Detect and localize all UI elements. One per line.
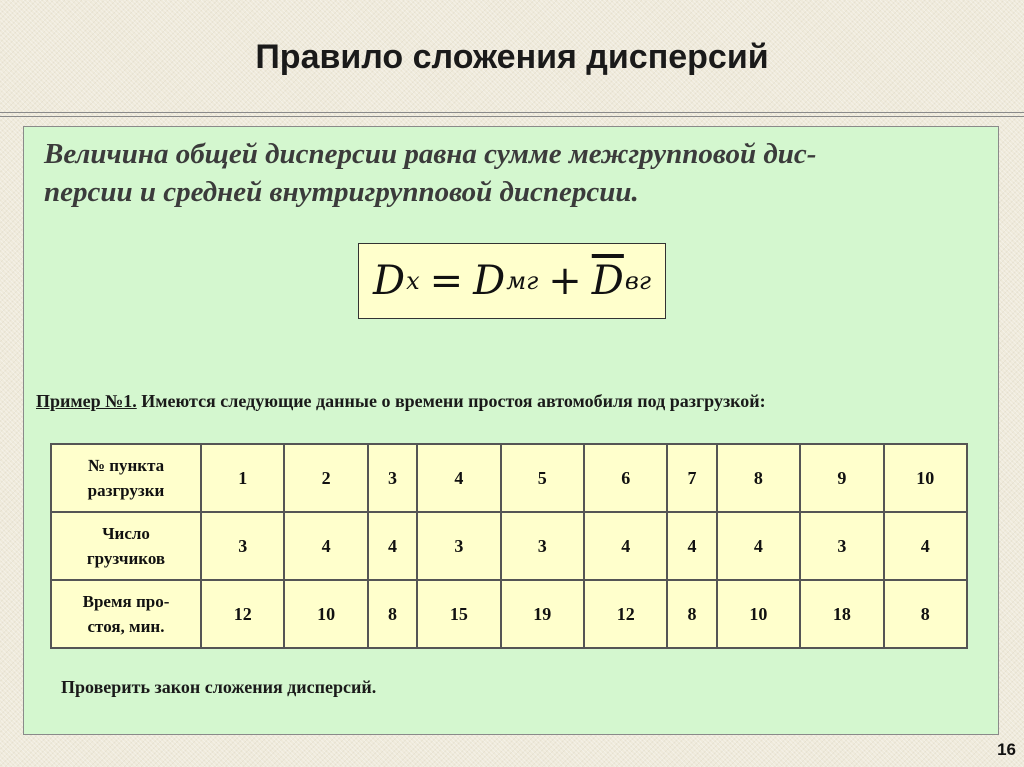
table-cell: 4: [884, 512, 967, 580]
table-cell: 12: [201, 580, 284, 648]
example-caption: [36, 391, 766, 412]
table-row: [51, 580, 967, 648]
row-header-line: № пункта: [87, 456, 165, 475]
row-header-line: разгрузки: [87, 481, 165, 500]
row-header: [51, 444, 201, 512]
formula-total-subscript: x: [406, 267, 420, 295]
definition-statement: [44, 135, 974, 211]
table-cell: 15: [417, 580, 500, 648]
table-cell: 19: [501, 580, 584, 648]
table-cell: 3: [417, 512, 500, 580]
table-cell: 4: [717, 512, 800, 580]
table-cell: 7: [667, 444, 716, 512]
statement-line-1: Величина общей дисперсии равна сумме межгрупповой дис-: [44, 138, 817, 170]
page-number: 16: [997, 740, 1016, 759]
example-text: Имеются следующие данные о времени простоя автомобиля под разгрузкой:: [136, 391, 766, 411]
table-cell: 3: [368, 444, 417, 512]
slide-title: Правило сложения дисперсий: [255, 38, 769, 76]
table-cell: 12: [584, 580, 667, 648]
row-header-line: Время про-: [82, 592, 170, 611]
row-header-line: Число: [102, 524, 150, 543]
title-divider-secondary: [0, 116, 1024, 117]
table-cell: 6: [584, 444, 667, 512]
table-cell: 3: [800, 512, 883, 580]
variance-formula: [358, 243, 666, 319]
table-cell: 8: [884, 580, 967, 648]
formula-plus: +: [548, 258, 582, 304]
row-header: [51, 580, 201, 648]
table-row: [51, 512, 967, 580]
task-text: Проверить закон сложения дисперсий.: [61, 677, 377, 697]
downtime-table: [50, 443, 968, 649]
table-cell: 5: [501, 444, 584, 512]
table-cell: 4: [284, 512, 367, 580]
table-cell: 4: [584, 512, 667, 580]
table-cell: 8: [368, 580, 417, 648]
table-cell: 8: [717, 444, 800, 512]
content-panel: [23, 126, 999, 735]
table-cell: 4: [417, 444, 500, 512]
formula-between-symbol: D: [473, 258, 506, 304]
example-label: Пример №1.: [36, 391, 137, 411]
table-cell: 10: [717, 580, 800, 648]
formula-equals: =: [429, 258, 464, 304]
table-cell: 3: [201, 512, 284, 580]
table-cell: 10: [884, 444, 967, 512]
table-cell: 8: [667, 580, 716, 648]
statement-line-2: персии и средней внутригрупповой дисперсии.: [44, 176, 639, 208]
title-divider: [0, 112, 1024, 113]
table-cell: 4: [368, 512, 417, 580]
table-cell: 2: [284, 444, 367, 512]
table-cell: 1: [201, 444, 284, 512]
downtime-table-body: [51, 444, 967, 648]
table-cell: 4: [667, 512, 716, 580]
table-cell: 18: [800, 580, 883, 648]
table-cell: 3: [501, 512, 584, 580]
row-header: [51, 512, 201, 580]
formula-between-subscript: мг: [506, 267, 539, 295]
row-header-line: грузчиков: [86, 549, 166, 568]
formula-total-symbol: D: [373, 258, 406, 304]
table-cell: 10: [284, 580, 367, 648]
table-row: [51, 444, 967, 512]
formula-within-symbol: $\overline{D}$: [591, 258, 624, 304]
formula-within-subscript: вг: [624, 267, 651, 295]
table-cell: 9: [800, 444, 883, 512]
row-header-line: стоя, мин.: [87, 617, 165, 636]
